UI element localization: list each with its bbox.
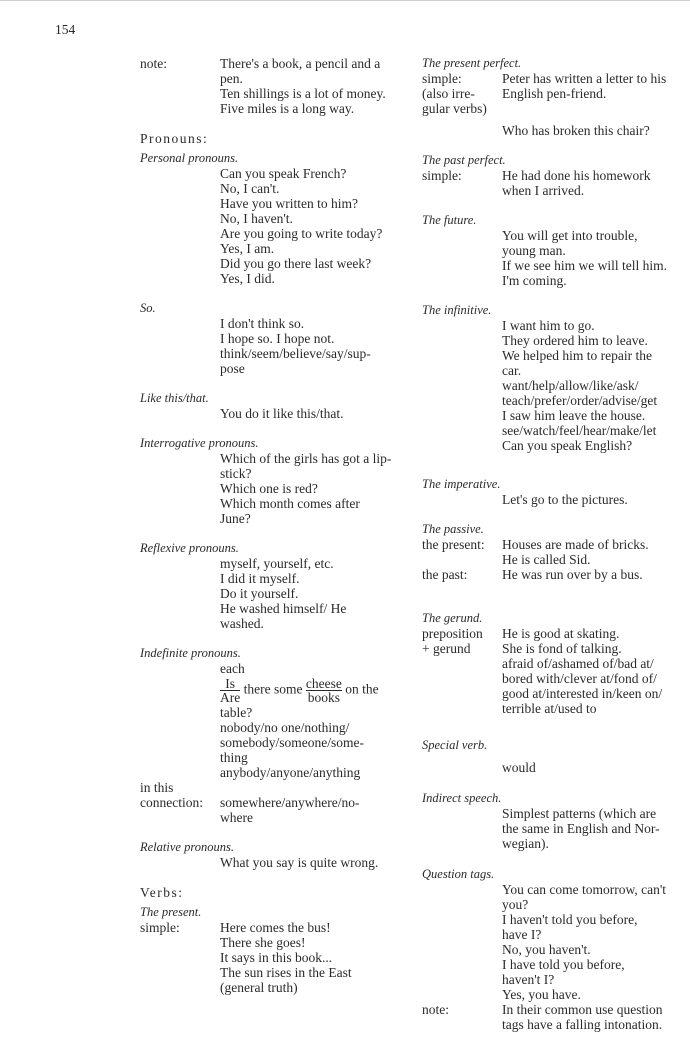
text-line: I want him to go. [502, 318, 595, 333]
connection-label: in this connection: [140, 780, 203, 810]
text-line: It says in this book... [220, 950, 333, 965]
text-line: If we see him we will tell him. [502, 258, 667, 273]
text-line: He was run over by a bus. [502, 567, 643, 582]
left-column [140, 56, 402, 995]
text-line: thing [220, 750, 248, 765]
text-line: have I? [502, 927, 542, 942]
text-line: bored with/clever at/fond of/ [502, 671, 657, 686]
text-line: No, I can't. [220, 181, 280, 196]
text-line: Five miles is a long way. [220, 101, 355, 116]
text-line: What you say is quite wrong. [220, 855, 379, 870]
gerund-heading: The gerund. [422, 611, 483, 625]
past-perfect-heading: The past perfect. [422, 153, 506, 167]
text-line: Yes, I did. [220, 271, 275, 286]
text-line: Houses are made of bricks. [502, 537, 649, 552]
indefinite-lines [220, 705, 402, 780]
text-line: Yes, you have. [502, 987, 581, 1002]
note-block [140, 56, 402, 116]
text-line: Yes, I am. [220, 241, 275, 256]
text-line: afraid of/ashamed of/bad at/ [502, 656, 654, 671]
text-line: The sun rises in the East [220, 965, 352, 980]
text-line: think/seem/believe/say/sup- [220, 346, 371, 361]
text-line: when I arrived. [502, 183, 585, 198]
text-line: terrible at/used to [502, 701, 597, 716]
text-line: Let's go to the pictures. [502, 492, 628, 507]
text-line: I have told you before, [502, 957, 625, 972]
present-perfect-heading: The present perfect. [422, 56, 522, 70]
text-line: English pen-friend. [502, 86, 607, 101]
indirect-speech-lines [422, 806, 682, 851]
fraction-top: Is [220, 677, 240, 691]
verbs-heading: Verbs: [140, 885, 184, 900]
present-block [140, 920, 402, 995]
question-tags-note-label: note: [422, 1002, 449, 1017]
gerund-lines [502, 626, 662, 716]
text-line: want/help/allow/like/ask/ [502, 378, 639, 393]
text-line: Which one is red? [220, 481, 318, 496]
like-heading: Like this/that. [140, 391, 209, 405]
text-line: Which month comes after [220, 496, 360, 511]
text-line: myself, yourself, etc. [220, 556, 334, 571]
text-line: Do it yourself. [220, 586, 299, 601]
present-lines [220, 920, 352, 995]
text-line: Can you speak French? [220, 166, 347, 181]
is-are-fraction [220, 677, 240, 704]
present-perfect-label: simple: (also irre- gular verbs) [422, 71, 487, 116]
note-label: note: [140, 56, 167, 71]
text-line: I don't think so. [220, 316, 305, 331]
text-line: I saw him leave the house. [502, 408, 646, 423]
text-line: (general truth) [220, 980, 298, 995]
passive-present-block [422, 537, 682, 567]
text-line: good at/interested in/keen on/ [502, 686, 663, 701]
relative-heading: Relative pronouns. [140, 840, 234, 854]
passive-present-label: the present: [422, 537, 485, 552]
pronouns-heading: Pronouns: [140, 131, 209, 146]
text-line: Here comes the bus! [220, 920, 331, 935]
indefinite-block [140, 661, 402, 780]
text-line: nobody/no one/nothing/ [220, 720, 350, 735]
reflexive-lines [140, 556, 402, 631]
text-line: I haven't told you before, [502, 912, 638, 927]
gerund-label: preposition + gerund [422, 626, 483, 656]
infinitive-heading: The infinitive. [422, 303, 492, 317]
fraction-top: cheese [305, 676, 342, 691]
text-line: the same in English and Nor- [502, 821, 660, 836]
indefinite-heading: Indefinite pronouns. [140, 646, 241, 660]
question-tags-note-lines [502, 1002, 662, 1032]
present-label: simple: [140, 920, 180, 935]
text-line: stick? [220, 466, 252, 481]
fraction-middle-text: there some [243, 681, 303, 697]
present-perfect-block [422, 71, 682, 116]
text-line: somewhere/anywhere/no- [220, 795, 360, 810]
indefinite-each: each [220, 661, 245, 676]
passive-heading: The passive. [422, 522, 484, 536]
text-line: You can come tomorrow, can't [502, 882, 667, 897]
text-line: I did it myself. [220, 571, 300, 586]
text-line: tags have a falling intonation. [502, 1017, 663, 1032]
connection-lines [220, 780, 359, 825]
text-line: see/watch/feel/hear/make/let [502, 423, 657, 438]
connection-block [140, 780, 402, 825]
question-tags-heading: Question tags. [422, 867, 495, 881]
text-line: June? [220, 511, 251, 526]
text-line: haven't I? [502, 972, 555, 987]
relative-lines [140, 855, 402, 870]
future-heading: The future. [422, 213, 477, 227]
text-line: where [220, 810, 253, 825]
page-number: 154 [55, 22, 76, 37]
text-line: You will get into trouble, [502, 228, 638, 243]
text-line: I hope so. I hope not. [220, 331, 335, 346]
present-heading: The present. [140, 905, 202, 919]
question-tags-lines [422, 882, 682, 1002]
text-line: He had done his homework [502, 168, 651, 183]
infinitive-lines [422, 318, 682, 453]
special-verb-heading: Special verb. [422, 738, 488, 752]
text-line: No, you haven't. [502, 942, 591, 957]
text-line: Did you go there last week? [220, 256, 372, 271]
text-line: pose [220, 361, 245, 376]
passive-past-lines [502, 567, 643, 582]
text-line: In their common use question [502, 1002, 663, 1017]
present-perfect-extra: Who has broken this chair? [502, 123, 650, 138]
text-line: You do it like this/that. [220, 406, 344, 421]
text-line: teach/prefer/order/advise/get [502, 393, 658, 408]
future-lines [422, 228, 682, 288]
top-rule [0, 0, 690, 4]
personal-pronouns-heading: Personal pronouns. [140, 151, 239, 165]
text-line: Can you speak English? [502, 438, 633, 453]
text-line: young man. [502, 243, 566, 258]
note-lines [220, 56, 402, 116]
passive-past-label: the past: [422, 567, 468, 582]
text-line: you? [502, 897, 529, 912]
text-line: Ten shillings is a lot of money. [220, 86, 386, 101]
text-line: I'm coming. [502, 273, 567, 288]
text-line: He is called Sid. [502, 552, 591, 567]
question-tags-note-block [422, 1002, 682, 1032]
text-line: Have you written to him? [220, 196, 358, 211]
text-line: somebody/someone/some- [220, 735, 364, 750]
so-heading: So. [140, 301, 156, 315]
text-line: would [502, 760, 536, 775]
present-perfect-lines [502, 71, 666, 116]
text-line: washed. [220, 616, 264, 631]
interrogative-lines [140, 451, 402, 526]
interrogative-heading: Interrogative pronouns. [140, 436, 259, 450]
past-perfect-block [422, 168, 682, 198]
passive-past-block [422, 567, 682, 582]
text-line: He is good at skating. [502, 626, 620, 641]
fraction-end-text: on the [345, 681, 379, 697]
text-line: Which of the girls has got a lip- [220, 451, 392, 466]
text-line: anybody/anyone/anything [220, 765, 361, 780]
text-line: wegian). [502, 836, 549, 851]
text-line: Simplest patterns (which are [502, 806, 657, 821]
past-perfect-lines [502, 168, 650, 198]
text-line: He washed himself/ He [220, 601, 347, 616]
fraction-line [220, 677, 402, 704]
text-line: No, I haven't. [220, 211, 293, 226]
text-line: table? [220, 705, 253, 720]
imperative-heading: The imperative. [422, 477, 501, 491]
text-line: They ordered him to leave. [502, 333, 648, 348]
text-line: She is fond of talking. [502, 641, 622, 656]
cheese-books-fraction [306, 677, 342, 704]
gerund-block [422, 626, 682, 716]
text-line: We helped him to repair the [502, 348, 652, 363]
reflexive-heading: Reflexive pronouns. [140, 541, 239, 555]
special-verb-lines [422, 760, 682, 775]
personal-pronouns-lines [140, 166, 402, 286]
indirect-speech-heading: Indirect speech. [422, 791, 502, 805]
fraction-bottom: Are [220, 690, 241, 705]
text-line: car. [502, 363, 522, 378]
so-lines [140, 316, 402, 376]
text-line: There she goes! [220, 935, 306, 950]
like-lines [140, 406, 402, 421]
text-line: There's a book, a pencil and a pen. [220, 56, 381, 86]
imperative-lines [422, 492, 682, 507]
fraction-bottom: books [307, 690, 340, 705]
passive-present-lines [502, 537, 649, 567]
text-line: Are you going to write today? [220, 226, 383, 241]
text-line: Peter has written a letter to his [502, 71, 667, 86]
past-perfect-label: simple: [422, 168, 462, 183]
right-column [422, 56, 682, 1032]
